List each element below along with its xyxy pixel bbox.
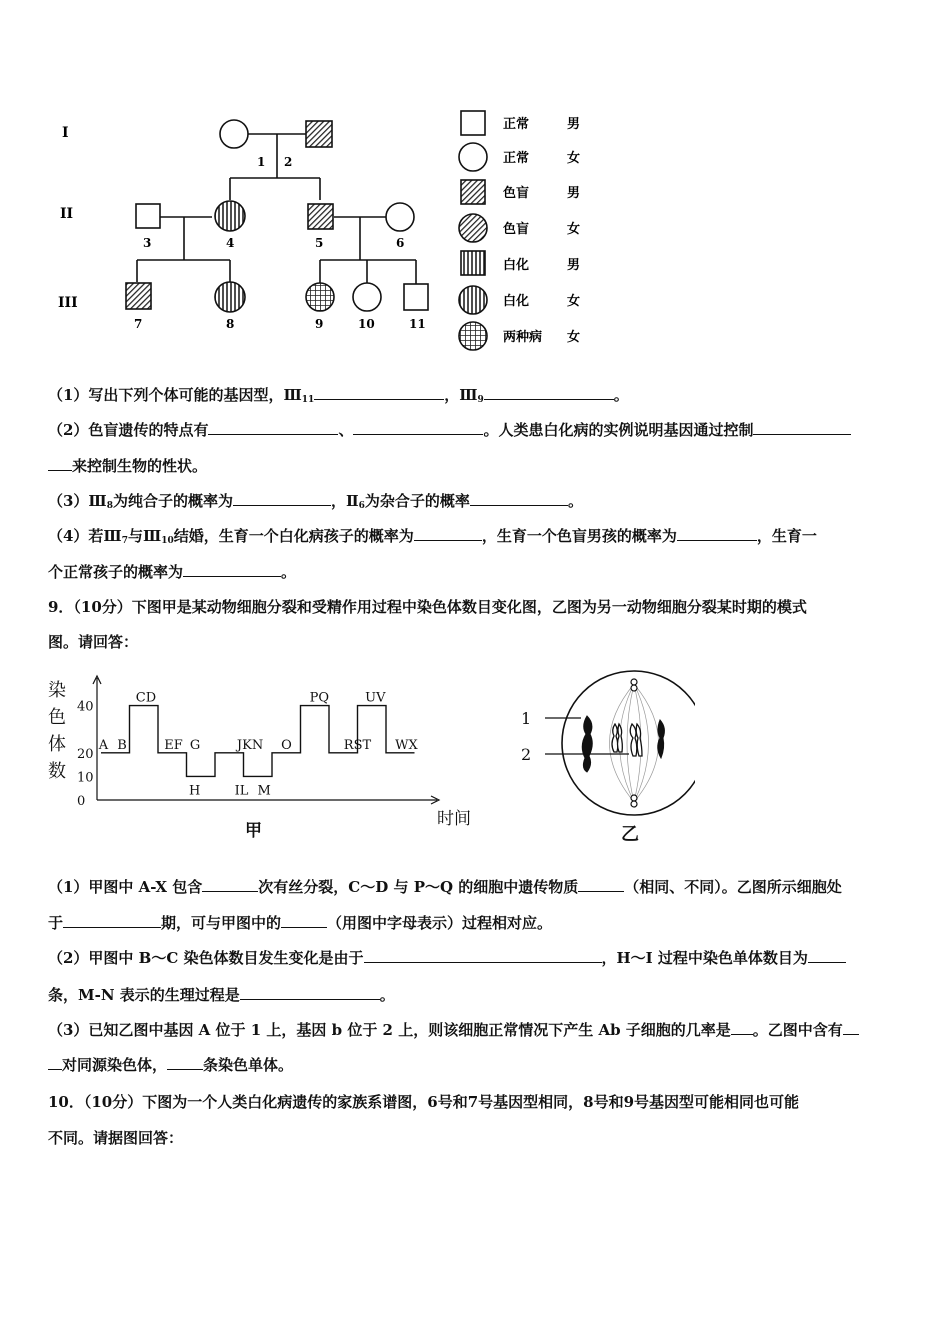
point-label: O xyxy=(281,737,292,753)
individual-III-10 xyxy=(353,283,381,311)
answer-blank[interactable] xyxy=(753,420,851,435)
legend-symbol-circle-both xyxy=(459,322,487,350)
point-label: M xyxy=(257,783,271,799)
gen-label-II: II xyxy=(60,206,74,222)
id-4: 4 xyxy=(226,236,235,250)
point-label: A xyxy=(98,737,109,753)
answer-blank[interactable] xyxy=(183,562,281,577)
answer-blank[interactable] xyxy=(731,1020,753,1035)
answer-blank[interactable] xyxy=(470,491,568,506)
y-axis-title-char: 染 xyxy=(48,680,66,701)
individual-I-2 xyxy=(306,121,332,147)
legend-sex: 女 xyxy=(567,222,581,237)
q9-part1-cont: 于 期，可与甲图中的 （用图中字母表示）过程相对应。 xyxy=(48,914,553,932)
answer-blank[interactable] xyxy=(240,985,380,1000)
answer-blank[interactable] xyxy=(167,1055,203,1070)
q8-part4-cont: 个正常孩子的概率为 。 xyxy=(48,563,297,581)
gen-label-III: III xyxy=(58,295,78,311)
id-9: 9 xyxy=(315,317,324,331)
legend-sex: 女 xyxy=(567,294,581,309)
legend-symbol-square-colorblind xyxy=(461,180,485,204)
answer-blank[interactable] xyxy=(578,877,624,892)
pedigree-legend xyxy=(455,100,595,355)
q8-part4: （4）若$Ⅲ_7$与$Ⅲ_{10}$结婚，生育一个白化病孩子的概率为 ，生育一个色盲男孩的概率为 ，生育一 xyxy=(48,527,817,546)
q9-part3-cont: 对同源染色体， 条染色单体。 xyxy=(48,1055,293,1075)
answer-blank[interactable] xyxy=(202,877,258,892)
answer-blank[interactable] xyxy=(63,913,161,928)
legend-label: 色盲 xyxy=(503,222,530,237)
id-6: 6 xyxy=(396,236,405,250)
point-label: IL xyxy=(234,783,249,799)
legend-symbol-circle-colorblind xyxy=(459,214,487,242)
point-label: PQ xyxy=(309,690,330,706)
point-label: WX xyxy=(395,737,418,753)
id-5: 5 xyxy=(315,236,324,250)
q9-part2-cont: 条，M-N 表示的生理过程是 。 xyxy=(48,986,395,1004)
answer-blank[interactable] xyxy=(414,526,482,541)
point-label: RST xyxy=(343,737,372,753)
cell-diagram-title: 乙 xyxy=(621,824,639,845)
pedigree-chart xyxy=(50,100,430,340)
q9-part2: （2）甲图中 B～C 染色体数目发生变化是由于 ，H～I 过程中染色单体数目为 xyxy=(48,948,846,968)
answer-blank[interactable] xyxy=(353,420,483,435)
y-tick-label: 0 xyxy=(77,794,86,809)
point-label: H xyxy=(189,783,201,799)
individual-III-7 xyxy=(126,283,151,309)
answer-blank[interactable] xyxy=(233,491,331,506)
cell-label-1: 1 xyxy=(521,709,532,728)
answer-blank[interactable] xyxy=(677,526,757,541)
legend-sex: 男 xyxy=(567,117,581,132)
id-7: 7 xyxy=(134,317,143,331)
q8-part1: （1）写出下列个体可能的基因型，$Ⅲ_{11}$ ，$Ⅲ_9$ 。 xyxy=(48,386,629,405)
point-label: JKN xyxy=(236,737,264,753)
y-axis-title-char: 体 xyxy=(48,734,66,755)
id-1: 1 xyxy=(257,155,266,169)
chart-title: 甲 xyxy=(245,821,262,841)
answer-blank[interactable] xyxy=(281,913,327,928)
legend-symbol-circle-normal xyxy=(459,143,487,171)
cell-label-2: 2 xyxy=(521,745,532,764)
id-2: 2 xyxy=(284,155,293,169)
legend-symbol-square-normal xyxy=(461,111,485,135)
legend-symbol-square-albino xyxy=(461,251,485,275)
legend-label: 正常 xyxy=(503,151,530,166)
legend-symbol-circle-albino xyxy=(459,286,487,314)
individual-II-3 xyxy=(136,204,160,228)
point-label: B xyxy=(117,737,127,753)
legend-label: 两种病 xyxy=(503,330,543,345)
answer-blank[interactable] xyxy=(48,1055,62,1070)
id-3: 3 xyxy=(143,236,152,250)
y-axis-title-char: 数 xyxy=(48,761,66,782)
legend-label: 正常 xyxy=(503,117,530,132)
legend-sex: 女 xyxy=(567,330,581,345)
y-tick-label: 20 xyxy=(77,746,94,762)
legend-sex: 男 xyxy=(567,258,581,273)
y-tick-label: 10 xyxy=(77,770,94,786)
y-tick-label: 40 xyxy=(77,699,94,715)
answer-blank[interactable] xyxy=(843,1020,859,1035)
individual-III-8 xyxy=(215,282,245,312)
point-label: EF xyxy=(164,737,183,753)
point-label: UV xyxy=(365,690,386,706)
q9-part3: （3）已知乙图中基因 A 位于 1 上，基因 b 位于 2 上，则该细胞正常情况下产生 Ab 子细胞的几率是 。乙图中含有 xyxy=(48,1020,859,1040)
point-label: G xyxy=(189,737,201,753)
point-label: CD xyxy=(135,690,157,706)
chromosome-chart xyxy=(45,672,485,842)
y-axis-title-char: 色 xyxy=(48,707,66,728)
individual-II-5 xyxy=(308,204,333,229)
individual-II-6 xyxy=(386,203,414,231)
q8-part2: （2）色盲遗传的特点有 、 。人类患白化病的实例说明基因通过控制 xyxy=(48,420,851,440)
individual-II-4 xyxy=(215,201,245,231)
individual-III-9 xyxy=(306,283,334,311)
q8-part3: $(3)Ⅲ_8$为纯合子的概率为 ，$Ⅱ_6$为杂合子的概率 。 xyxy=(48,492,583,511)
id-11: 11 xyxy=(409,317,426,331)
individual-I-1 xyxy=(220,120,248,148)
legend-label: 白化 xyxy=(503,294,530,309)
individual-III-11 xyxy=(404,284,428,310)
answer-blank[interactable] xyxy=(364,948,602,963)
legend-label: 白化 xyxy=(503,258,530,273)
q8-part2-cont: 来控制生物的性状。 xyxy=(48,456,207,476)
cell-diagram xyxy=(515,668,695,848)
q9-heading-cont: 图。请回答： xyxy=(48,633,139,651)
id-8: 8 xyxy=(226,317,235,331)
legend-sex: 男 xyxy=(567,186,581,201)
answer-blank[interactable] xyxy=(808,948,846,963)
legend-sex: 女 xyxy=(567,151,581,166)
q10-heading-cont: 不同。请据图回答： xyxy=(48,1129,184,1147)
answer-blank[interactable] xyxy=(484,385,614,400)
answer-blank[interactable] xyxy=(314,385,444,400)
legend-label: 色盲 xyxy=(503,186,530,201)
id-10: 10 xyxy=(358,317,375,331)
answer-blank[interactable] xyxy=(208,420,338,435)
answer-blank[interactable] xyxy=(48,456,72,471)
x-axis-title: 时间 xyxy=(437,809,471,829)
gen-label-I: I xyxy=(62,125,69,141)
q9-heading: 9．（10分）下图甲是某动物细胞分裂和受精作用过程中染色体数目变化图，乙图为另一动物细胞分裂某时期的模式 xyxy=(48,598,807,616)
q9-part1: （1）甲图中 A-X 包含 次有丝分裂，C～D 与 P～Q 的细胞中遗传物质 （相同、不同）。乙图所示细胞处 xyxy=(48,878,842,896)
q10-heading: 10．（10分）下图为一个人类白化病遗传的家族系谱图，6号和7号基因型相同，8号和9号基因型可能相同也可能 xyxy=(48,1093,800,1111)
